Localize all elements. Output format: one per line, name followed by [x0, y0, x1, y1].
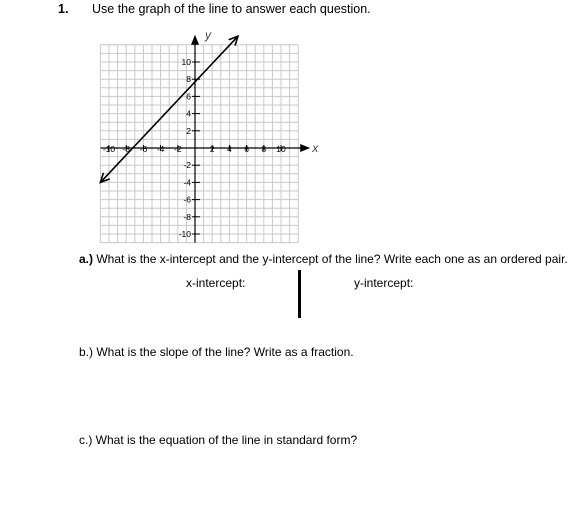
y-tick-label: 2 [186, 125, 191, 136]
part-a-label: a.) [79, 252, 94, 266]
y-tick-label: 10 [181, 57, 191, 67]
part-b-question: b.) What is the slope of the line? Write as a fraction. [79, 345, 354, 359]
y-tick-label: 6 [186, 91, 191, 102]
x-tick-label: 2 [209, 144, 215, 154]
x-intercept-label: x-intercept: [186, 276, 246, 290]
y-axis-arrowhead [191, 35, 199, 45]
y-tick-label: -10 [178, 229, 191, 239]
x-tick-label: 10 [276, 144, 286, 154]
y-axis-label: y [205, 27, 211, 42]
y-tick-label: 4 [186, 108, 191, 119]
y-tick-label: 8 [186, 74, 191, 85]
x-tick-label: -6 [139, 144, 148, 154]
y-tick-label: -8 [183, 211, 191, 222]
x-axis-arrowhead [300, 144, 310, 152]
x-tick-label: 4 [227, 144, 232, 154]
x-tick-label: 6 [244, 144, 249, 154]
y-tick-label: -4 [183, 177, 191, 188]
question-number: 1. [58, 2, 69, 16]
part-a-text: What is the x-intercept and the y-intercept of the line? Write each one as an ordered pair. [96, 252, 568, 266]
x-tick-label: 8 [261, 144, 267, 154]
x-tick-label: -2 [174, 144, 182, 154]
coordinate-graph [92, 20, 317, 242]
answer-divider [298, 270, 301, 318]
question-prompt: Use the graph of the line to answer each question. [92, 2, 371, 16]
x-axis-label: x [312, 141, 319, 155]
x-tick-label: -4 [156, 144, 165, 154]
x-tick-label: -10 [102, 144, 116, 154]
y-tick-label: -2 [183, 160, 191, 171]
y-tick-label: -6 [183, 194, 191, 205]
part-c-question: c.) What is the equation of the line in standard form? [79, 433, 358, 447]
part-a-question [79, 252, 568, 266]
x-tick-label: -8 [122, 144, 130, 154]
y-intercept-label: y-intercept: [354, 276, 414, 290]
